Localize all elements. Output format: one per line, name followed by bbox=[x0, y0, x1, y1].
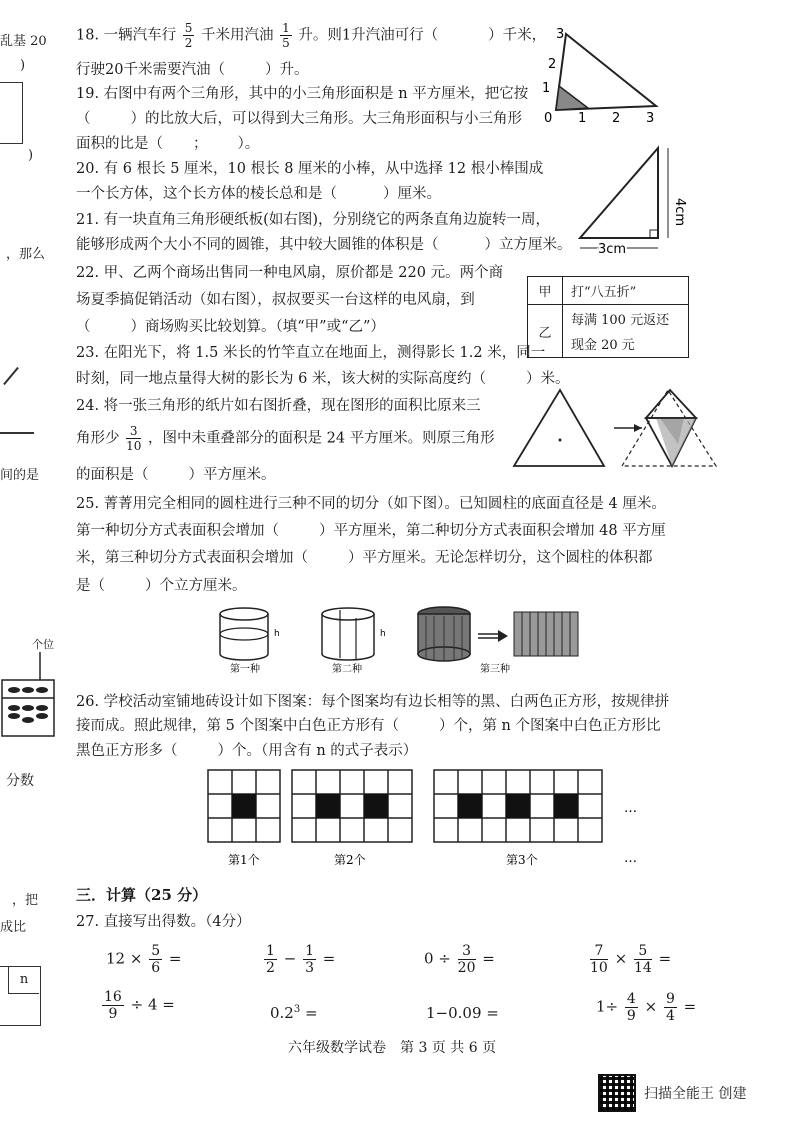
pattern-dots-1: … bbox=[624, 801, 637, 816]
cylinder-cuts-figure bbox=[214, 602, 594, 680]
abacus-figure bbox=[0, 650, 56, 740]
left-strip-box bbox=[0, 966, 41, 1026]
q22-line3: （ ）商场购买比较划算。（填“甲”或“乙”） bbox=[76, 319, 385, 335]
q22-line1: 22. 甲、乙两个商场出售同一种电风扇，原价都是 220 元。两个商 bbox=[76, 265, 504, 281]
q18-fraction-2: $\frac{1}{5}$ bbox=[282, 21, 290, 50]
left-strip-text-4: ，那么 bbox=[6, 247, 46, 262]
left-strip-text-1: 乱基 20 bbox=[0, 34, 47, 49]
left-strip-text-6: 个位 bbox=[32, 638, 54, 651]
q20-line1: 20. 有 6 根长 5 厘米，10 根长 8 厘米的小棒，从中选择 12 根小棒围成 bbox=[76, 161, 544, 177]
q26-line3: 黑色正方形多（ ）个。（用含有 n 的式子表示） bbox=[76, 743, 418, 759]
q19-line1: 19. 右图中有两个三角形，其中的小三角形面积是 n 平方厘米，把它按 bbox=[76, 86, 529, 102]
table-text-b1: 每满 100 元返还 bbox=[571, 313, 670, 328]
q21-text-1: 有一块直角三角形硬纸板(如右图)，分别绕它的两条直角边旋转一周， bbox=[103, 212, 550, 228]
cut-caption-3: 第三种 bbox=[480, 664, 510, 675]
q18-text-3: 升。则1升汽油可行（ bbox=[298, 27, 439, 44]
calc-item-8: 1÷ $\frac{4}{9}$ × $\frac{9}{4}$ = bbox=[596, 991, 697, 1024]
coordinate-triangles-figure bbox=[534, 24, 670, 124]
q25-text-1: 菁菁用完全相同的圆柱进行三种不同的切分（如下图）。已知圆柱的底面直径是 4 厘米。 bbox=[103, 496, 666, 512]
tile-patterns-figure bbox=[206, 768, 646, 872]
calc-item-6: $0.2^3$ = bbox=[270, 1004, 318, 1022]
q24-line2: 角形少 $\frac{3}{10}$ ，图中未重叠部分的面积是 24 平方厘米。则原三角形 bbox=[76, 424, 495, 453]
table-text-a: 打“八五折” bbox=[563, 277, 689, 305]
q23-line2: 时刻，同一地点量得大树的影长为 6 米，该大树的实际高度约（ ）米。 bbox=[76, 371, 570, 387]
left-strip-text-3: ) bbox=[28, 148, 34, 163]
cyl2-h-label: h bbox=[380, 629, 386, 639]
table-text-b2: 现金 20 元 bbox=[571, 338, 635, 353]
qr-code-icon bbox=[598, 1074, 636, 1112]
axis-label-x2: 2 bbox=[612, 111, 621, 124]
q18-text-2: 千米用汽油 bbox=[201, 27, 274, 44]
q23-text-1: 在阳光下，将 1.5 米长的竹竿直立在地面上，测得影长 1.2 米，同一 bbox=[103, 345, 546, 361]
pattern-caption-2: 第2个 bbox=[334, 853, 366, 867]
pattern-dots-2: … bbox=[624, 851, 637, 866]
q18-fraction-1: $\frac{5}{2}$ bbox=[184, 21, 193, 50]
right-triangle-figure bbox=[572, 140, 692, 260]
q18-text-5: 行驶20千米需要汽油（ bbox=[76, 62, 225, 78]
q23-line1: 23. 在阳光下，将 1.5 米长的竹竿直立在地面上，测得影长 1.2 米，同一 bbox=[76, 345, 546, 361]
axis-label-x0: 0 bbox=[544, 111, 553, 124]
q18-line1 bbox=[76, 22, 546, 49]
left-strip-text-7: 分数 bbox=[6, 773, 34, 789]
watermark-text: 扫描全能王 创建 bbox=[644, 1086, 747, 1102]
section-title-calc: 三．计算（25 分） bbox=[76, 886, 208, 904]
pattern-caption-1: 第1个 bbox=[228, 853, 260, 867]
left-strip-figure bbox=[0, 82, 23, 144]
q21-line1: 21. 有一块直角三角形硬纸板(如右图)，分别绕它的两条直角边旋转一周， bbox=[76, 212, 550, 228]
calc-item-4: $\frac{7}{10}$ × $\frac{5}{14}$ = bbox=[590, 943, 672, 976]
q25-line2: 第一种切分方式表面积会增加（ ）平方厘米，第二种切分方式表面积会增加 48 平方厘 bbox=[76, 523, 666, 539]
axis-label-x1: 1 bbox=[578, 111, 587, 124]
q25-line1: 25. 菁菁用完全相同的圆柱进行三种不同的切分（如下图）。已知圆柱的底面直径是 4 厘米。 bbox=[76, 496, 666, 512]
q18-line2 bbox=[76, 60, 308, 80]
q19-line3: 面积的比是（ ； ）。 bbox=[76, 136, 260, 152]
calc-item-5: $\frac{16}{9}$ ÷ 4 = bbox=[104, 989, 175, 1022]
calc-item-3: 0 ÷ $\frac{3}{20}$ = bbox=[424, 943, 495, 976]
scanner-watermark bbox=[598, 1074, 746, 1112]
q19-text-3: ）的比放大后，可以得到大三角形。大三角形面积与小三角形 bbox=[130, 111, 522, 127]
table-label-b: 乙 bbox=[528, 305, 563, 358]
calc-item-1: 12 × $\frac{5}{6}$ = bbox=[106, 943, 182, 976]
left-strip-text-2: ) bbox=[20, 58, 26, 73]
page-footer: 六年级数学试卷 第 3 页 共 6 页 bbox=[288, 1040, 497, 1056]
left-strip-mark bbox=[3, 367, 19, 385]
q25-line3: 米，第三种切分方式表面积会增加（ ）平方厘米。无论怎样切分，这个圆柱的体积都 bbox=[76, 550, 653, 566]
calc-item-2: $\frac{1}{2}$ − $\frac{1}{3}$ = bbox=[266, 943, 336, 976]
promotion-table bbox=[527, 276, 689, 358]
left-strip-n-cell: n bbox=[8, 967, 39, 994]
q24-line1: 24. 将一张三角形的纸片如右图折叠，现在图形的面积比原来三 bbox=[76, 398, 481, 414]
q22-line2: 场夏季搞促销活动（如右图），叔叔要买一台这样的电风扇，到 bbox=[76, 292, 475, 308]
q18-text-4: ）千米， bbox=[488, 27, 547, 44]
q27-title: 直接写出得数。（4分） bbox=[103, 914, 251, 930]
left-strip-text-9: 成比 bbox=[0, 920, 27, 935]
q26-text-1: 学校活动室铺地砖设计如下图案：每个图案均有边长相等的黑、白两色正方形，按规律拼 bbox=[103, 694, 670, 710]
q24-fraction: $\frac{3}{10}$ bbox=[126, 424, 142, 453]
q25-line4: 是（ ）个立方厘米。 bbox=[76, 578, 247, 594]
axis-label-y1: 1 bbox=[542, 81, 551, 96]
left-strip-line bbox=[0, 432, 34, 434]
q24-text-1: 将一张三角形的纸片如右图折叠，现在图形的面积比原来三 bbox=[103, 398, 481, 414]
height-label: 4cm bbox=[672, 198, 687, 227]
q26-line1: 26. 学校活动室铺地砖设计如下图案：每个图案均有边长相等的黑、白两色正方形，按规律拼 bbox=[76, 694, 670, 710]
axis-label-x3: 3 bbox=[646, 111, 655, 124]
cut-caption-1: 第一种 bbox=[230, 664, 260, 675]
table-label-a: 甲 bbox=[528, 277, 563, 305]
folding-triangle-figure bbox=[510, 384, 730, 470]
left-strip-text-5: 间的是 bbox=[0, 468, 40, 483]
axis-label-y2: 2 bbox=[548, 57, 557, 72]
q20-line2: 一个长方体，这个长方体的棱长总和是（ ）厘米。 bbox=[76, 186, 441, 202]
q19-text-1: 右图中有两个三角形，其中的小三角形面积是 n 平方厘米，把它按 bbox=[103, 86, 529, 102]
width-label: 3cm bbox=[598, 242, 627, 257]
q21-line2: 能够形成两个大小不同的圆锥，其中较大圆锥的体积是（ ）立方厘米。 bbox=[76, 237, 572, 253]
pattern-caption-3: 第3个 bbox=[506, 853, 538, 867]
q18-text-1: 一辆汽车行 bbox=[103, 27, 177, 44]
cut-caption-2: 第二种 bbox=[332, 664, 362, 675]
calc-item-7: 1−0.09 = bbox=[426, 1004, 499, 1022]
q18-text-6: ）升。 bbox=[264, 62, 309, 78]
q18-number: 18. bbox=[76, 27, 100, 44]
q27-line: 27. 直接写出得数。（4分） bbox=[76, 914, 251, 930]
q19-line2: （ ）的比放大后，可以得到大三角形。大三角形面积与小三角形 bbox=[76, 111, 522, 127]
q20-text-1: 有 6 根长 5 厘米，10 根长 8 厘米的小棒，从中选择 12 根小棒围成 bbox=[103, 161, 544, 177]
left-strip-text-8: ，把 bbox=[12, 893, 39, 908]
q22-text-1: 甲、乙两个商场出售同一种电风扇，原价都是 220 元。两个商 bbox=[103, 265, 504, 281]
cyl1-h-label: h bbox=[274, 629, 280, 639]
axis-label-y3: 3 bbox=[556, 27, 565, 42]
q24-line3: 的面积是（ ）平方厘米。 bbox=[76, 467, 276, 483]
q26-line2: 接而成。照此规律，第 5 个图案中白色正方形有（ ）个，第 n 个图案中白色正方形比 bbox=[76, 718, 661, 734]
